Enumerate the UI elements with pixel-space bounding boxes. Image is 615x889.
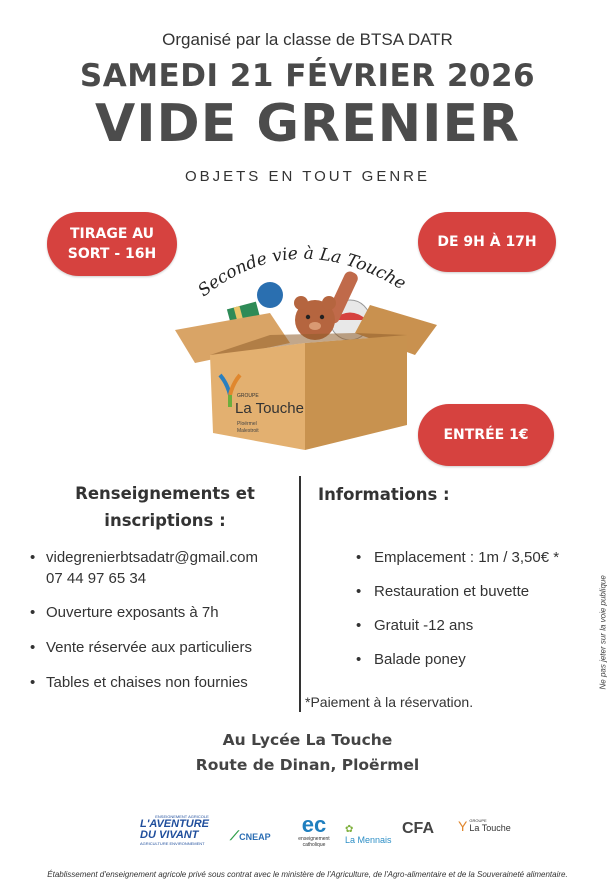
bullet-icon: • bbox=[30, 549, 36, 566]
list-item bbox=[356, 582, 596, 602]
bullet-icon: • bbox=[30, 674, 36, 691]
box-logo-small: GROUPE bbox=[237, 393, 259, 399]
contact-list bbox=[30, 547, 295, 693]
bullet-icon: • bbox=[356, 583, 362, 600]
tirage-badge bbox=[47, 212, 177, 276]
tirage-line-1: TIRAGE AU bbox=[69, 226, 155, 242]
list-item bbox=[30, 547, 295, 589]
wheat-icon: ✿ bbox=[345, 824, 354, 835]
info-section-title: Informations : bbox=[318, 485, 450, 504]
contact-phone[interactable]: 07 44 97 65 34 bbox=[46, 570, 147, 587]
side-notice: Ne pas jeter sur la voie publique bbox=[598, 575, 608, 690]
list-item bbox=[30, 672, 295, 693]
cfa-logo: CFA bbox=[402, 820, 434, 837]
venue-address bbox=[0, 728, 615, 778]
hours-badge: DE 9H À 17H bbox=[418, 212, 556, 272]
contact-email[interactable]: videgrenierbtsadatr@gmail.com bbox=[46, 549, 258, 566]
bullet-icon: • bbox=[356, 651, 362, 668]
la-touche-mark-icon: Y bbox=[458, 818, 468, 834]
ec-mark-icon: ec bbox=[301, 812, 327, 837]
arc-slogan: Seconde vie à La Touche bbox=[194, 243, 410, 301]
la-mennais-logo: ✿ La Mennais bbox=[345, 824, 392, 845]
list-item-text: Balade poney bbox=[374, 651, 466, 668]
event-title: VIDE GRENIER bbox=[94, 94, 521, 154]
list-item-text: Gratuit -12 ans bbox=[374, 617, 474, 634]
event-date: SAMEDI 21 FÉVRIER 2026 bbox=[79, 58, 536, 94]
column-divider bbox=[299, 476, 301, 712]
bullet-icon: • bbox=[356, 617, 362, 634]
bullet-icon: • bbox=[356, 549, 362, 566]
list-item-text: Restauration et buvette bbox=[374, 583, 530, 600]
box-logo-name: La Touche bbox=[235, 400, 304, 417]
list-item-text: Tables et chaises non fournies bbox=[46, 674, 248, 691]
organizer-line: Organisé par la classe de BTSA DATR bbox=[162, 30, 453, 49]
cardboard-box-illustration bbox=[175, 225, 440, 460]
tirage-line-2: SORT - 16H bbox=[67, 246, 157, 262]
cneap-logo: ⟋CNEAP bbox=[230, 828, 271, 843]
event-subtitle: OBJETS EN TOUT GENRE bbox=[184, 168, 431, 185]
bullet-icon: • bbox=[30, 604, 36, 621]
list-item bbox=[356, 616, 596, 636]
entry-price-badge: ENTRÉE 1€ bbox=[418, 404, 554, 466]
list-item bbox=[30, 602, 295, 623]
venue-line-2: Route de Dinan, Ploërmel bbox=[195, 756, 420, 774]
list-item-text: Emplacement : 1m / 3,50€ * bbox=[374, 549, 560, 566]
enseignement-catholique-logo: ec enseignement catholique bbox=[290, 814, 338, 848]
box-logo-sub-1: Ploërmel bbox=[237, 421, 257, 427]
list-item-text: Vente réservée aux particuliers bbox=[46, 639, 252, 656]
ball-icon bbox=[257, 282, 283, 308]
list-item bbox=[356, 548, 596, 568]
legal-footer: Établissement d'enseignement agricole privé sous contrat avec le ministère de l'Agriculture, de l'Agro-alimentaire et de la Souveraineté alimentaire. bbox=[47, 870, 568, 879]
bullet-icon: • bbox=[30, 639, 36, 656]
box-logo-sub-2: Malestroit bbox=[237, 428, 259, 434]
partner-logos bbox=[140, 814, 520, 858]
contact-title-line-2: inscriptions : bbox=[104, 511, 226, 530]
info-list bbox=[356, 548, 596, 684]
list-item-text: Ouverture exposants à 7h bbox=[46, 604, 219, 621]
contact-title-line-1: Renseignements et bbox=[75, 484, 255, 503]
payment-note: *Paiement à la réservation. bbox=[305, 694, 474, 710]
cneap-swoosh-icon: ⟋ bbox=[230, 828, 240, 843]
aventure-du-vivant-logo: ENSEIGNEMENT AGRICOLE L'AVENTURE DU VIVANT AGRICULTURE ENVIRONNEMENT bbox=[140, 814, 210, 846]
venue-line-1: Au Lycée La Touche bbox=[222, 731, 393, 749]
list-item bbox=[30, 637, 295, 658]
list-item bbox=[356, 650, 596, 670]
la-touche-footer-logo: Y GROUPE La Touche bbox=[458, 818, 511, 834]
contact-section-title bbox=[40, 480, 290, 534]
